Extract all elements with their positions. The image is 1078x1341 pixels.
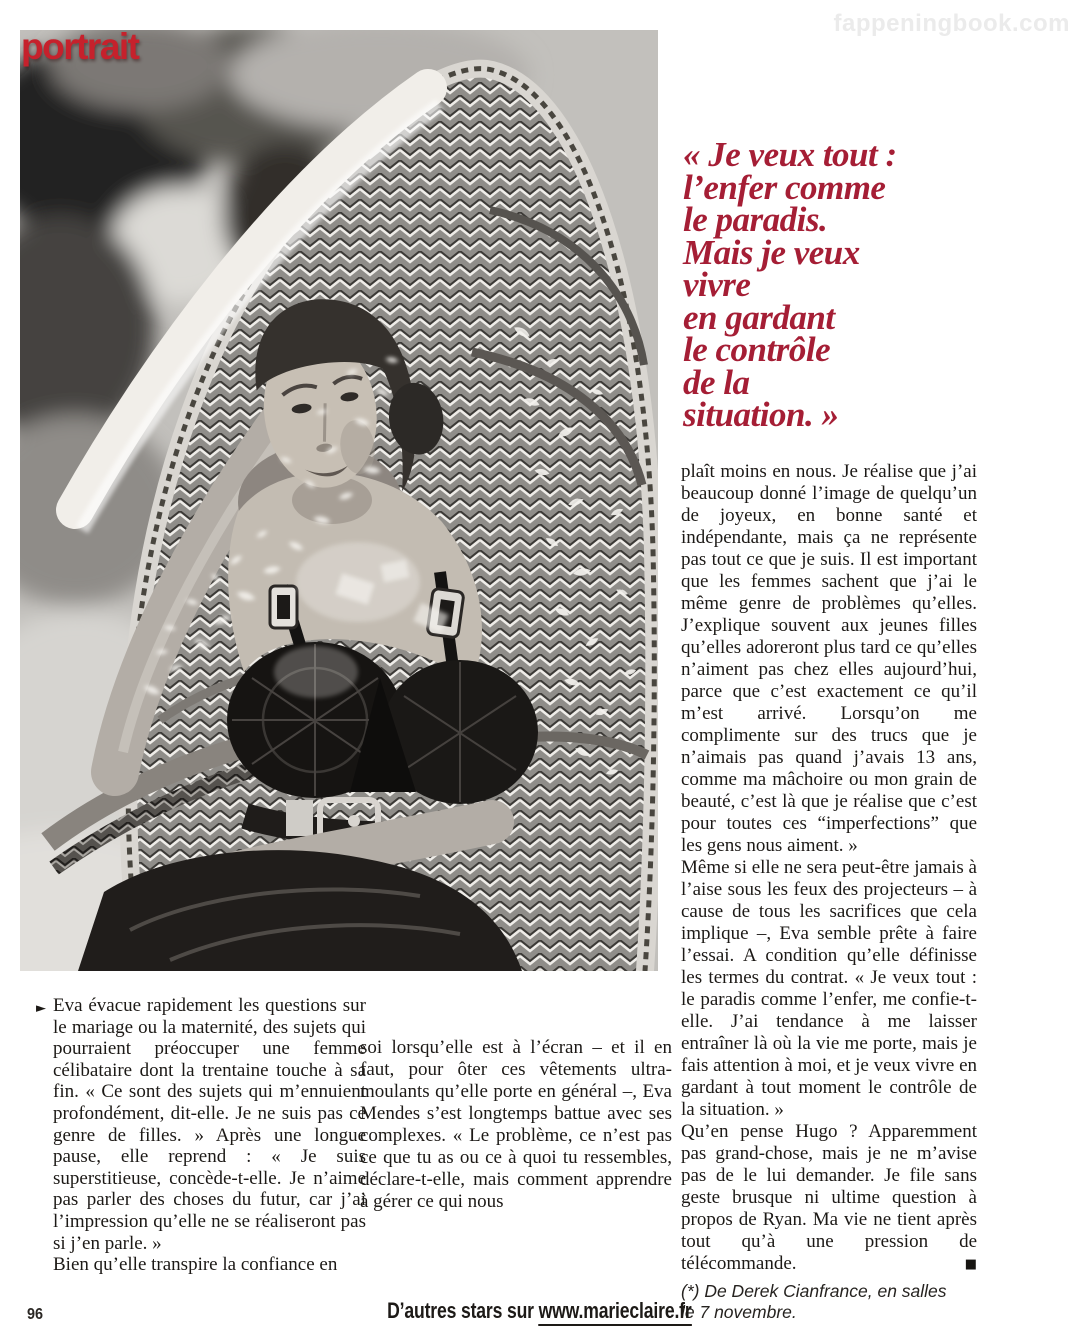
portrait-photo <box>20 30 658 971</box>
photo-illustration <box>20 30 658 971</box>
pull-quote-line: le contrôle <box>683 330 831 369</box>
body-paragraph: Même si elle ne sera peut-être jamais à l’aise sous les feux des projecteurs – à cause de tous les sacrifices que cela implique –, Eva semble prête à faire l’essai. A condition qu’elle définisse les termes du contrat. « Je veux tout : le paradis comme l’enfer, me confie-t-elle. J’ai tendance à me laisser entraîner là où la vie me porte, mais je fais attention à moi, et je veux vivre en gardant à tout moment le contrôle de la situation. » <box>681 857 977 1120</box>
pull-quote-line: situation. » <box>683 395 839 434</box>
footer-link[interactable]: www.marieclaire.fr <box>538 1298 691 1326</box>
body-paragraph: soi lorsqu’elle est à l’écran – et il en faut, pour ôter ces vêtements ultra-moulants qu’elle porte en général –, Eva Mendes s’est longtemps battue avec ses complexes. « Le problème, ce n’est pas ce que tu as ou ce à quoi tu ressembles, déclare-t-elle, mais comment apprendre à gérer ce qui nous <box>360 1037 672 1212</box>
footnote-line: (*) De Derek Cianfrance, en salles <box>681 1281 947 1301</box>
pull-quote-line: « Je veux tout : <box>683 135 897 174</box>
pull-quote <box>683 135 1075 434</box>
body-paragraph: Qu’en pense Hugo ? Apparemment pas grand-chose, mais je ne m’avise pas de le lui demander. Je file sans geste brusque ni ultime question à propos de Ryan. Ma vie ne tient après tout qu’à une pression de télécommande. <box>681 1121 977 1274</box>
end-of-article-mark: ■ <box>964 1257 977 1272</box>
paragraph-arrow-marker: ► <box>36 1001 46 1016</box>
pull-quote-line: de la <box>683 362 750 402</box>
pull-quote-line: en gardant <box>683 297 835 337</box>
pull-quote-line: Mais je veux <box>683 232 860 272</box>
body-paragraph: plaît moins en nous. Je réalise que j’ai beaucoup donné l’image de quelqu’un de joyeux, en bonne santé et indépendante, mais ça ne représente pas tout ce que je suis. Il est important que les femmes sachent que j’ai le même genre de problèmes qu’elles. J’explique souvent aux jeunes filles qu’elles adoreront plus tard ce qu’elles n’aiment pas chez elles aujourd’hui, parce que c’est exactement ce qu’il m’est arrivé. Lorsqu’on me complimente sur des trucs que je n’aimais pas quand j’avais 13 ans, comme ma mâchoire ou mon grain de beauté, c’est là que je réalise que c’est pour toutes ces “imperfections” que les gens nous aiment. » <box>681 461 977 856</box>
footer <box>0 1298 1078 1324</box>
body-paragraph: Bien qu’elle transpire la confiance en <box>53 1254 338 1276</box>
footnote-line: le 7 novembre. <box>681 1302 797 1322</box>
pull-quote-line: le paradis. <box>683 200 828 239</box>
watermark: fappeningbook.com <box>833 10 1070 37</box>
pull-quote-line: vivre <box>683 265 751 304</box>
body-column-middle <box>360 1037 672 1213</box>
section-label: portrait <box>21 26 139 67</box>
page-number: 96 <box>27 1306 44 1323</box>
body-column-right <box>681 461 977 1323</box>
body-column-left <box>36 995 366 1276</box>
pull-quote-line: l’enfer comme <box>683 167 886 207</box>
footer-text: D’autres stars sur <box>386 1298 539 1323</box>
body-paragraph: Eva évacue rapidement les questions sur le mariage ou la maternité, des sujets qui pourraient préoccuper une femme célibataire dont la trentaine touche à sa fin. « Ce sont des sujets qui m’ennuient profondément, dit-elle. Je ne suis pas ce genre de filles. » Après une longue pause, elle reprend : « Je suis superstitieuse, concède-t-elle. Je n’aime pas parler des choses du futur, car j’ai l’impression qu’elle ne se réaliseront pas si j’en parle. » <box>53 995 366 1254</box>
